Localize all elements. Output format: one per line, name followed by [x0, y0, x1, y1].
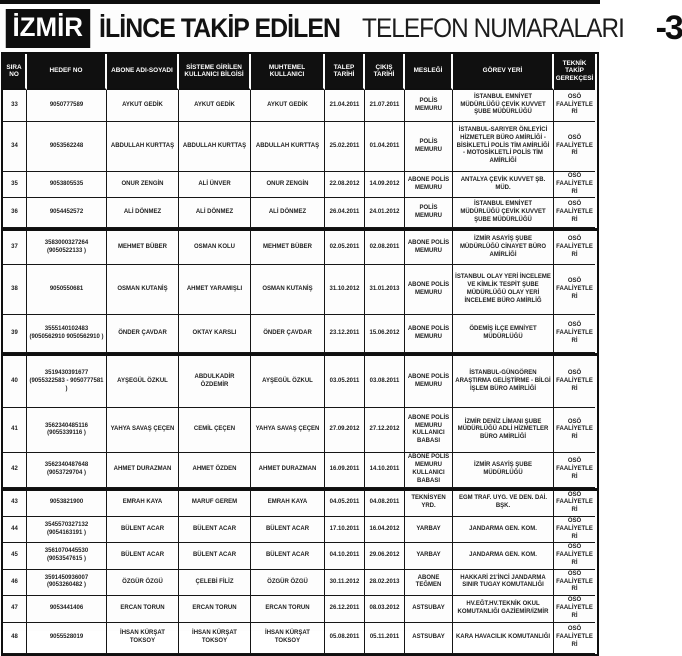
table-cell-muhtemel: ÖZGÜR ÖZGÜ	[251, 570, 325, 596]
table-cell-hedef: 9055528019	[27, 623, 107, 654]
table-cell-cikis: 27.12.2012	[365, 408, 405, 453]
table-cell-sisteme: İHSAN KÜRŞAT TOKSOY	[179, 623, 251, 654]
table-cell-sisteme: AHMET YARAMIŞLI	[179, 265, 251, 315]
table-cell-meslek: ABONE POLİS MEMURU KULLANICI BABASI	[405, 408, 453, 453]
table-cell-gorev: KARA HAVACILIK KOMUTANLIĞI	[453, 623, 554, 654]
table-cell-talep: 30.11.2012	[325, 570, 365, 596]
table-row	[3, 570, 597, 596]
table-cell-talep: 17.10.2011	[325, 517, 365, 543]
table-cell-sira: 47	[3, 596, 27, 623]
table-cell-hedef: 9050550681	[27, 265, 107, 315]
table-cell-talep: 26.04.2011	[325, 198, 365, 228]
table-row	[3, 596, 597, 623]
table-cell-gerekce: OSÖ FAALİYETLERİ	[554, 265, 595, 315]
table-cell-gerekce: OSÖ FAALİYETLERİ	[554, 570, 595, 596]
table-cell-meslek: ABONE POLİS MEMURU	[405, 356, 453, 408]
table-row	[3, 543, 597, 569]
table-cell-sira: 42	[3, 453, 27, 487]
table-cell-meslek: ABONE POLİS MEMURU	[405, 172, 453, 198]
table-cell-sira: 41	[3, 408, 27, 453]
table-cell-gerekce: OSÖ FAALİYETLERİ	[554, 543, 595, 569]
table-cell-hedef: 3519430391677 (9055322583 - 9050777581 )	[27, 356, 107, 408]
table-cell-meslek: ABONE POLİS MEMURU	[405, 265, 453, 315]
table-cell-hedef: 3591450936007 (9053260482 )	[27, 570, 107, 596]
table-cell-talep: 31.10.2012	[325, 265, 365, 315]
table-cell-talep: 04.05.2011	[325, 491, 365, 517]
table-cell-sira: 38	[3, 265, 27, 315]
table-cell-talep: 05.08.2011	[325, 623, 365, 654]
header-cell: SİSTEME GİRİLEN KULLANICI BİLGİSİ	[179, 54, 251, 90]
table-cell-gorev: İZMİR DENİZ LİMANI ŞUBE MÜDÜRLÜĞÜ ADLİ HİZMETLER BÜRO AMİRLİĞİ	[453, 408, 554, 453]
table-row	[3, 453, 597, 487]
table-row	[3, 198, 597, 228]
table-row	[3, 265, 597, 315]
table-cell-sira: 34	[3, 122, 27, 172]
table-cell-cikis: 02.08.2011	[365, 231, 405, 265]
table-cell-abone: AYŞEGÜL ÖZKUL	[107, 356, 179, 408]
table-cell-cikis: 14.10.2011	[365, 453, 405, 487]
header-cell: GÖREV YERİ	[453, 54, 554, 90]
table-row	[3, 517, 597, 543]
table-cell-muhtemel: İHSAN KÜRŞAT TOKSOY	[251, 623, 325, 654]
header-cell: ÇIKIŞ TARİHİ	[365, 54, 405, 90]
table-cell-sira: 39	[3, 315, 27, 353]
table-cell-gorev: İZMİR ASAYİŞ ŞUBE MÜDÜRLÜĞÜ	[453, 453, 554, 487]
table-cell-muhtemel: OSMAN KUTANİŞ	[251, 265, 325, 315]
table-row	[3, 408, 597, 453]
table-cell-sira: 35	[3, 172, 27, 198]
title-badge-izmir: İZMİR	[6, 9, 90, 48]
table-cell-muhtemel: MEHMET BÜBER	[251, 231, 325, 265]
table-cell-cikis: 16.04.2012	[365, 517, 405, 543]
table-cell-abone: EMRAH KAYA	[107, 491, 179, 517]
table-cell-hedef: 9053562248	[27, 122, 107, 172]
table-cell-cikis: 15.06.2012	[365, 315, 405, 353]
table-cell-sira: 45	[3, 543, 27, 569]
table-cell-sisteme: BÜLENT ACAR	[179, 517, 251, 543]
table-cell-gerekce: OSÖ FAALİYETLERİ	[554, 623, 595, 654]
table-cell-muhtemel: ÖNDER ÇAVDAR	[251, 315, 325, 353]
table-cell-talep: 23.12.2011	[325, 315, 365, 353]
table-cell-gorev: ANTALYA ÇEVİK KUVVET ŞB. MÜD.	[453, 172, 554, 198]
table-cell-talep: 04.10.2011	[325, 543, 365, 569]
header-cell: ABONE ADI-SOYADI	[107, 54, 179, 90]
table-cell-gorev: EGM TRAF. UYG. VE DEN. DAİ. BŞK.	[453, 491, 554, 517]
phone-tracking-table	[1, 52, 599, 656]
table-row	[3, 228, 597, 265]
header-cell: HEDEF NO	[27, 54, 107, 90]
table-cell-talep: 02.05.2011	[325, 231, 365, 265]
table-cell-muhtemel: YAHYA SAVAŞ ÇEÇEN	[251, 408, 325, 453]
table-cell-abone: BÜLENT ACAR	[107, 517, 179, 543]
table-cell-abone: YAHYA SAVAŞ ÇEÇEN	[107, 408, 179, 453]
header-cell: TALEP TARİHİ	[325, 54, 365, 90]
table-cell-cikis: 28.02.2013	[365, 570, 405, 596]
table-cell-sira: 43	[3, 491, 27, 517]
table-cell-sisteme: CEMİL ÇEÇEN	[179, 408, 251, 453]
table-cell-cikis: 04.08.2011	[365, 491, 405, 517]
table-cell-sisteme: AYKUT GEDİK	[179, 90, 251, 122]
table-cell-meslek: ABONE POLİS MEMURU	[405, 231, 453, 265]
table-cell-sisteme: ALİ DÖNMEZ	[179, 198, 251, 228]
table-cell-sira: 46	[3, 570, 27, 596]
table-cell-abone: ONUR ZENGİN	[107, 172, 179, 198]
table-cell-sira: 33	[3, 90, 27, 122]
table-row	[3, 122, 597, 172]
header-cell: TEKNİK TAKİP GEREKÇESİ	[554, 54, 595, 90]
table-cell-sisteme: ABDULLAH KURTTAŞ	[179, 122, 251, 172]
table-cell-cikis: 08.03.2012	[365, 596, 405, 623]
table-cell-muhtemel: AYKUT GEDİK	[251, 90, 325, 122]
table-cell-sisteme: ÇELEBİ FİLİZ	[179, 570, 251, 596]
table-cell-cikis: 05.11.2011	[365, 623, 405, 654]
table-cell-cikis: 24.01.2012	[365, 198, 405, 228]
table-cell-muhtemel: AYŞEGÜL ÖZKUL	[251, 356, 325, 408]
table-cell-muhtemel: AHMET DURAZMAN	[251, 453, 325, 487]
table-cell-cikis: 03.08.2011	[365, 356, 405, 408]
table-cell-talep: 26.12.2011	[325, 596, 365, 623]
table-cell-hedef: 9050777589	[27, 90, 107, 122]
table-cell-abone: ALİ DÖNMEZ	[107, 198, 179, 228]
table-header-row	[3, 54, 597, 90]
table-cell-gorev: İSTANBUL OLAY YERİ İNCELEME VE KİMLİK TESPİT ŞUBE MÜDÜRLÜĞÜ OLAY YERİ İNCELEME BÜRO AMİRLİĞ	[453, 265, 554, 315]
table-cell-gorev: HV.EĞT.HV.TEKNİK OKUL KOMUTANLIĞI GAZİEMİR/İZMİR	[453, 596, 554, 623]
table-cell-muhtemel: BÜLENT ACAR	[251, 517, 325, 543]
table-cell-sisteme: ABDULKADİR ÖZDEMİR	[179, 356, 251, 408]
table-cell-gerekce: OSÖ FAALİYETLERİ	[554, 231, 595, 265]
table-cell-talep: 22.08.2012	[325, 172, 365, 198]
table-cell-gerekce: OSÖ FAALİYETLERİ	[554, 517, 595, 543]
table-cell-sisteme: ALİ ÜNVER	[179, 172, 251, 198]
table-body	[3, 90, 597, 654]
table-cell-gorev: İSTANBUL-SARIYER ÖNLEYİCİ HİZMETLER BÜRO AMİRLİĞİ - BİSİKLETLİ POLİS TİM AMİRLİĞİ - MOTOSİKLETLİ POLİS TİM AMİRLİĞİ	[453, 122, 554, 172]
table-cell-abone: OSMAN KUTANİŞ	[107, 265, 179, 315]
title-regular-text: TELEFON NUMARALARI	[361, 12, 624, 43]
table-cell-muhtemel: ONUR ZENGİN	[251, 172, 325, 198]
table-cell-hedef: 3562340487648 (9053729704 )	[27, 453, 107, 487]
table-cell-gerekce: OSÖ FAALİYETLERİ	[554, 408, 595, 453]
table-cell-gorev: İSTANBUL-GÜNGÖREN ARAŞTIRMA GELİŞTİRME - BİLGİ İŞLEM BÜRO AMİRLİĞİ	[453, 356, 554, 408]
table-cell-meslek: ABONE POLİS MEMURU	[405, 315, 453, 353]
table-cell-meslek: POLİS MEMURU	[405, 198, 453, 228]
table-cell-sisteme: AHMET ÖZDEN	[179, 453, 251, 487]
table-cell-gorev: JANDARMA GEN. KOM.	[453, 543, 554, 569]
table-cell-meslek: YARBAY	[405, 517, 453, 543]
table-cell-hedef: 9053821900	[27, 491, 107, 517]
table-cell-abone: AYKUT GEDİK	[107, 90, 179, 122]
header-cell: SIRA NO	[3, 54, 27, 90]
table-cell-muhtemel: ERCAN TORUN	[251, 596, 325, 623]
header-cell: MUHTEMEL KULLANICI	[251, 54, 325, 90]
table-cell-hedef: 3545570327132 (9054163191 )	[27, 517, 107, 543]
table-cell-talep: 16.09.2011	[325, 453, 365, 487]
table-cell-abone: İHSAN KÜRŞAT TOKSOY	[107, 623, 179, 654]
table-cell-sira: 40	[3, 356, 27, 408]
table-row	[3, 623, 597, 654]
table-cell-sira: 44	[3, 517, 27, 543]
table-cell-cikis: 14.09.2012	[365, 172, 405, 198]
table-cell-hedef: 9053805535	[27, 172, 107, 198]
table-cell-cikis: 29.06.2012	[365, 543, 405, 569]
table-cell-abone: ERCAN TORUN	[107, 596, 179, 623]
table-cell-gerekce: OSÖ FAALİYETLERİ	[554, 491, 595, 517]
table-cell-sira: 36	[3, 198, 27, 228]
table-cell-sisteme: ERCAN TORUN	[179, 596, 251, 623]
table-cell-gorev: İSTANBUL EMNİYET MÜDÜRLÜĞÜ ÇEVİK KUVVET ŞUBE MÜDÜRLÜĞÜ	[453, 90, 554, 122]
table-cell-sisteme: MARUF GEREM	[179, 491, 251, 517]
table-row	[3, 315, 597, 353]
table-cell-hedef: 3562340485116 (9055339116 )	[27, 408, 107, 453]
table-cell-gerekce: OSÖ FAALİYETLERİ	[554, 122, 595, 172]
table-cell-abone: AHMET DURAZMAN	[107, 453, 179, 487]
table-cell-sira: 48	[3, 623, 27, 654]
table-cell-gorev: İZMİR ASAYİŞ ŞUBE MÜDÜRLÜĞÜ CİNAYET BÜRO AMİRLİĞİ	[453, 231, 554, 265]
table-cell-sisteme: OSMAN KOLU	[179, 231, 251, 265]
table-cell-meslek: ASTSUBAY	[405, 596, 453, 623]
table-row	[3, 488, 597, 517]
table-cell-muhtemel: ABDULLAH KURTTAŞ	[251, 122, 325, 172]
table-cell-hedef: 9054452572	[27, 198, 107, 228]
table-cell-gorev: ÖDEMİŞ İLÇE EMNİYET MÜDÜRLÜĞÜ	[453, 315, 554, 353]
table-cell-talep: 21.04.2011	[325, 90, 365, 122]
title-bold-text: İLİNCE TAKİP EDİLEN	[98, 12, 340, 43]
table-cell-meslek: ABONE POLİS MEMURU KULLANICI BABASI	[405, 453, 453, 487]
table-cell-gorev: İSTANBUL EMNİYET MÜDÜRLÜĞÜ ÇEVİK KUVVET ŞUBE MÜDÜRLÜĞÜ	[453, 198, 554, 228]
table-cell-talep: 25.02.2011	[325, 122, 365, 172]
table-cell-hedef: 3583000327264 (9050522133 )	[27, 231, 107, 265]
table-cell-meslek: POLİS MEMURU	[405, 90, 453, 122]
table-cell-cikis: 01.04.2011	[365, 122, 405, 172]
table-cell-sisteme: OKTAY KARSLI	[179, 315, 251, 353]
table-cell-abone: ÖNDER ÇAVDAR	[107, 315, 179, 353]
table-cell-meslek: ABONE TEĞMEN	[405, 570, 453, 596]
table-cell-hedef: 9053441406	[27, 596, 107, 623]
title-suffix-number: -3	[655, 8, 682, 47]
page-title	[0, 4, 682, 52]
table-row	[3, 90, 597, 122]
table-cell-muhtemel: EMRAH KAYA	[251, 491, 325, 517]
table-cell-muhtemel: ALİ DÖNMEZ	[251, 198, 325, 228]
table-row	[3, 353, 597, 408]
table-cell-cikis: 21.07.2011	[365, 90, 405, 122]
table-cell-sira: 37	[3, 231, 27, 265]
table-cell-sisteme: BÜLENT ACAR	[179, 543, 251, 569]
table-cell-abone: ÖZGÜR ÖZGÜ	[107, 570, 179, 596]
table-cell-gorev: JANDARMA GEN. KOM.	[453, 517, 554, 543]
table-cell-muhtemel: BÜLENT ACAR	[251, 543, 325, 569]
table-cell-gerekce: OSÖ FAALİYETLERİ	[554, 453, 595, 487]
table-row	[3, 172, 597, 198]
table-cell-gerekce: OSÖ FAALİYETLERİ	[554, 596, 595, 623]
table-cell-gorev: HAKKARİ 21'İNCİ JANDARMA SINIR TUGAY KOMUTANLIĞI	[453, 570, 554, 596]
table-cell-meslek: ASTSUBAY	[405, 623, 453, 654]
table-cell-gerekce: OSÖ FAALİYETLERİ	[554, 198, 595, 228]
table-cell-cikis: 31.01.2013	[365, 265, 405, 315]
table-cell-hedef: 3555140102483 (9050562910 9050562910 )	[27, 315, 107, 353]
table-cell-meslek: POLİS MEMURU	[405, 122, 453, 172]
header-cell: MESLEĞİ	[405, 54, 453, 90]
table-cell-gerekce: OSÖ FAALİYETLERİ	[554, 172, 595, 198]
table-cell-meslek: YARBAY	[405, 543, 453, 569]
table-cell-hedef: 3561070445530 (9053547615 )	[27, 543, 107, 569]
table-cell-gerekce: OSÖ FAALİYETLERİ	[554, 90, 595, 122]
table-cell-abone: MEHMET BÜBER	[107, 231, 179, 265]
table-cell-talep: 03.05.2011	[325, 356, 365, 408]
table-cell-abone: BÜLENT ACAR	[107, 543, 179, 569]
table-cell-gerekce: OSÖ FAALİYETLERİ	[554, 356, 595, 408]
table-cell-gerekce: OSÖ FAALİYETLERİ	[554, 315, 595, 353]
table-cell-abone: ABDULLAH KURTTAŞ	[107, 122, 179, 172]
table-cell-talep: 27.09.2012	[325, 408, 365, 453]
table-cell-meslek: TEKNİSYEN YRD.	[405, 491, 453, 517]
